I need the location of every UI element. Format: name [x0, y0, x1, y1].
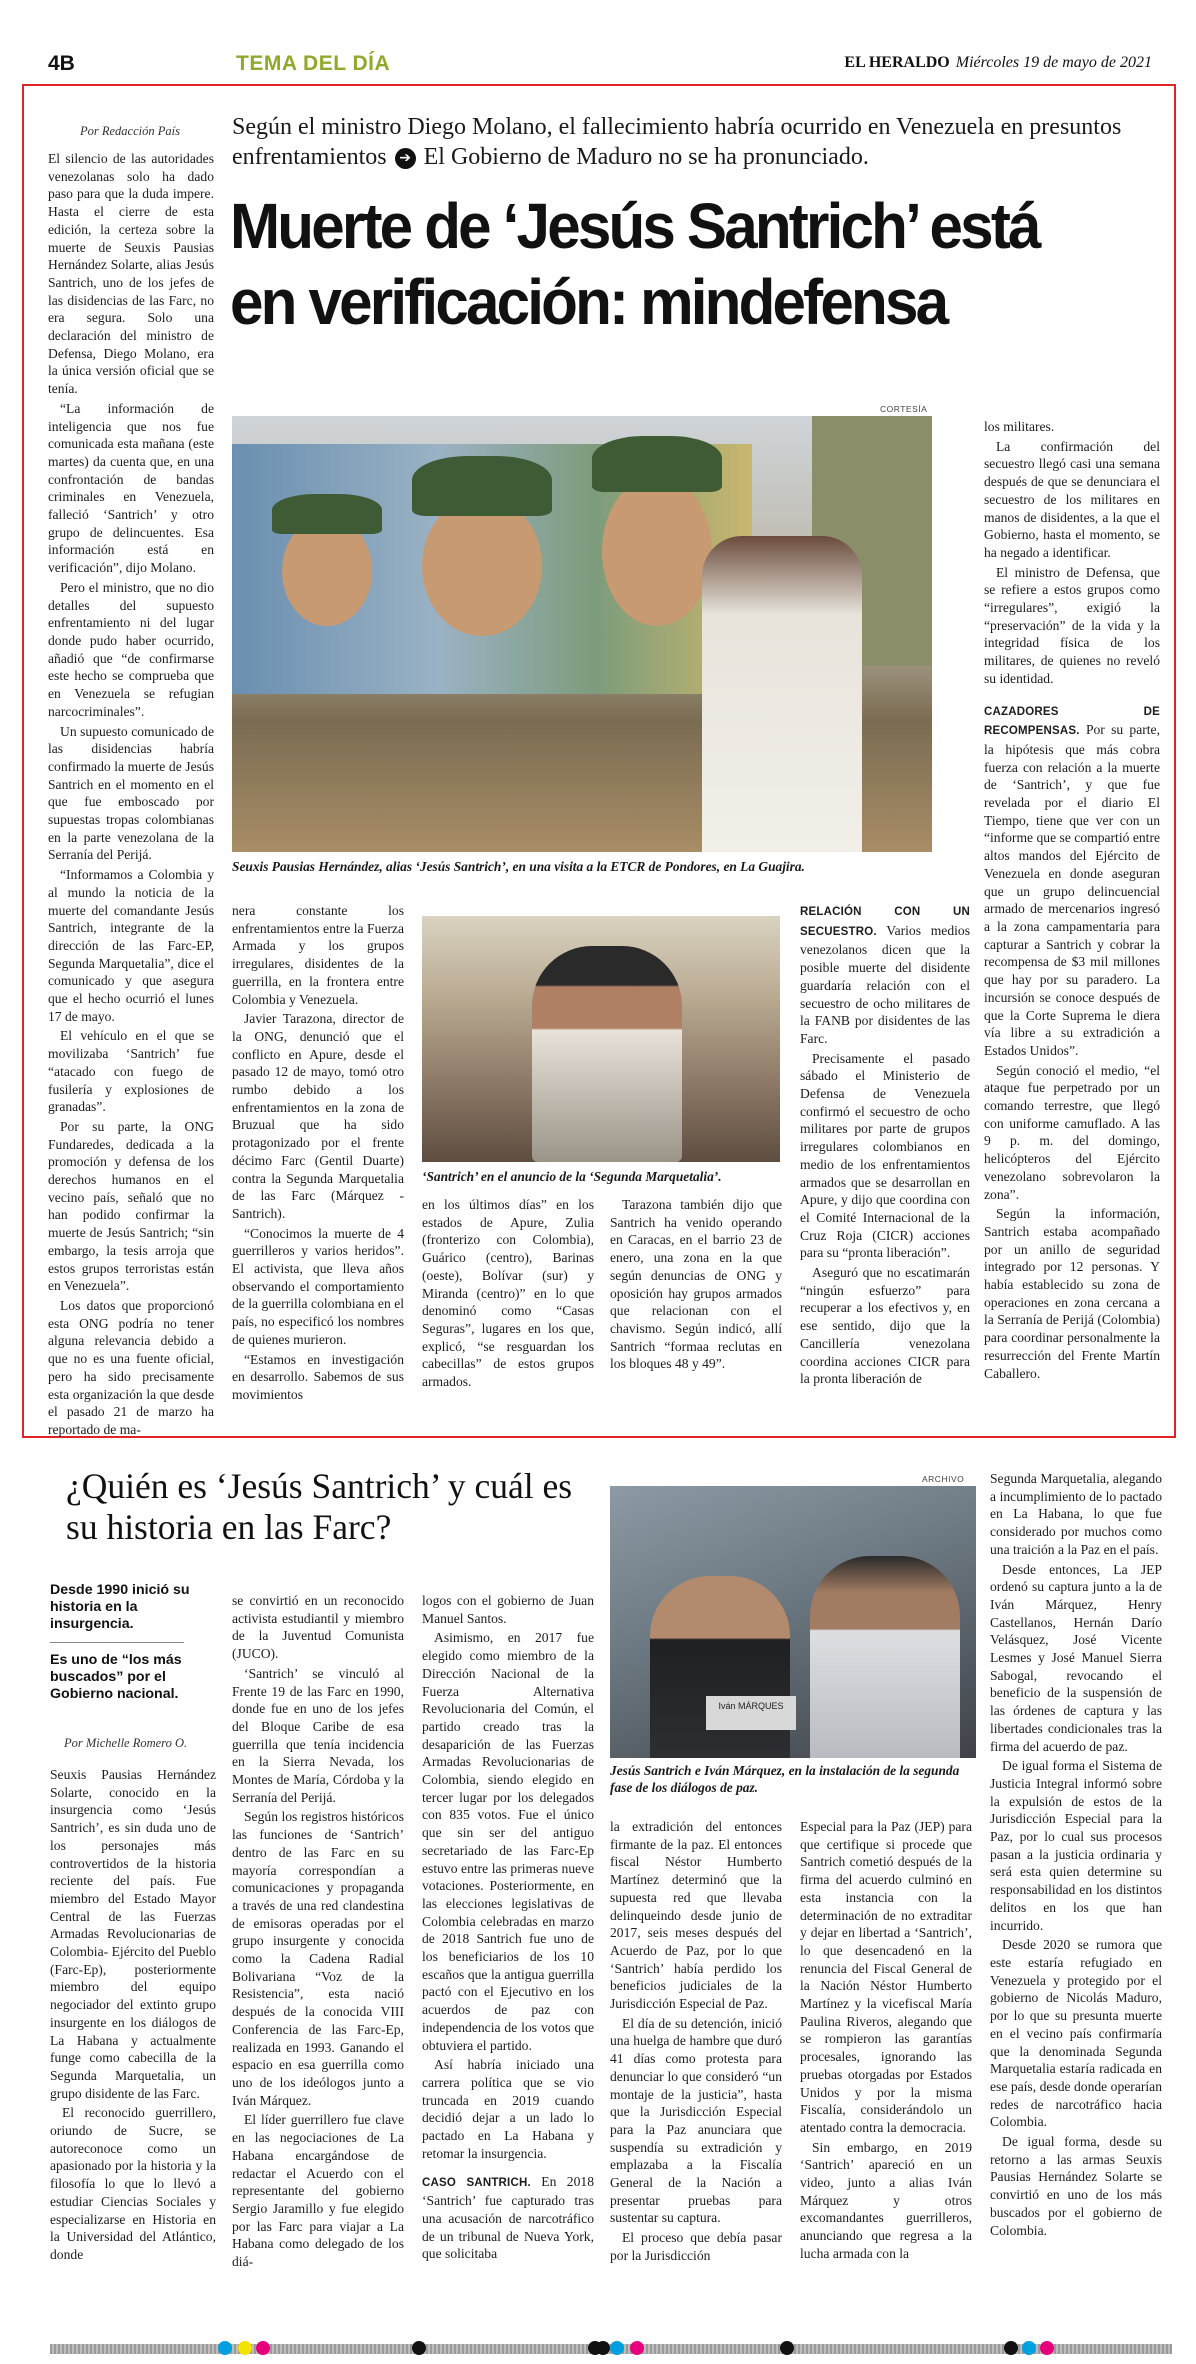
paragraph: El ministro de Defensa, que se refiere a estos grupos como “irregulares”, exigió la “preservación” de la vida y la integridad física de los militares, de quienes no reveló su identidad.: [984, 564, 1160, 686]
small-photo-caption: ‘Santrich’ en el anuncio de la ‘Segunda Marquetalia’.: [422, 1169, 722, 1184]
person-figure: [650, 1576, 790, 1758]
arrow-right-icon: ➔: [395, 148, 416, 169]
photo-credit: ARCHIVO: [922, 1474, 965, 1484]
paragraph: Especial para la Paz (JEP) para que certifique si procede que Santrich cometió después de la firma del acuerdo culminó en esta instancia con la determinación de no extraditar y dejar en libertad a ‘Santrich’, lo que desencadenó en la renuncia del Fiscal General de la Nación Néstor Humberto Martínez y la vicefiscal María Paulina Riveros, alegando que se rompieron las garantías procesales, ignorando las pruebas otorgadas por Estados Unidos y por la misma Fiscalía, considerándolo un atentado contra la democracia.: [800, 1819, 972, 2135]
registration-dot: [780, 2341, 794, 2355]
deck-part-2: El Gobierno de Maduro no se ha pronunciado.: [423, 144, 869, 170]
paragraph: los militares.: [984, 419, 1055, 434]
paragraph: ‘Santrich’ se vinculó al Frente 19 de las Farc en 1990, donde fue en uno de los jefes del Bloque Caribe de esa guerrilla que tenía incidencia en la Sierra Nevada, los Montes de María, Córdoba y la Serranía del Perijá.: [232, 1665, 404, 1805]
headline-line-2: en verificación: mindefensa: [230, 266, 947, 338]
paragraph: la extradición del entonces firmante de la paz. El entonces fiscal Néstor Humberto Martínez determinó que la supuesta red que llevaba delinqueindo desde junio de 2017, seis meses después del Acuerdo de Paz, por lo que ‘Santrich’ había perdido los beneficios judiciales de la Jurisdicción Especial de Paz.: [610, 1819, 782, 2012]
divider: [50, 1642, 184, 1643]
second-col-5: [800, 1818, 972, 2265]
person-figure: [702, 536, 862, 852]
second-col-3: [422, 1592, 594, 2265]
paragraph: Sin embargo, en 2019 ‘Santrich’ apareció en un video, junto a alias Iván Márquez y otros excomandantes guerrilleros, anunciando que regresa a la lucha armada con la: [800, 2139, 972, 2261]
registration-dot: [218, 2341, 232, 2355]
paragraph: Asimismo, en 2017 fue elegido como miembro de la Dirección Nacional de la Fuerza Alternativa Revolucionaria del Común, el partido creado tras la desaparición de las Fuerzas Armadas Revolucionarias de Colombia, siendo elegido en tercer lugar por los delegados con 835 votos. Fue el único que sin ser del antiguo secretariado de las Farc-Ep estuvo entre las primeras nueve votaciones. Posteriormente, en las elecciones legislativas de Colombia celebradas en marzo de 2018 Santrich fue uno de los beneficiarios de los 10 escaños que la antigua guerrilla pactó con el Ejecutivo en los acuerdos de paz con independencia de los votos que obtuviera el partido.: [422, 1630, 594, 2053]
person-figure: [810, 1556, 960, 1758]
paragraph: El proceso que debía pasar por la Jurisdicción: [610, 2230, 782, 2263]
mural-cap: [592, 436, 722, 492]
paragraph: La confirmación del secuestro llegó casi una semana después de que se denunciara el secuestro de los militares en manos de disidentes, a la que el Gobierno, hasta el momento, se ha negado a identificar.: [984, 438, 1160, 560]
paragraph: Por su parte, la ONG Fundaredes, dedicada a la promoción y defensa de los derechos humanos en el vecino país, señaló que no han podido confirmar la muerte de Jesús Santrich; “sin embargo, la tesis arroja que estos grupos terroristas están en Venezuela”.: [48, 1118, 214, 1294]
paragraph-text: Por su parte, la hipótesis que más cobra fuerza con relación a la muerte de ‘Santrich’, y que fue revelada por el diario El Tiempo, tiene que ver con un “informe que se compartió entre altos mandos del Ejército de Venezuela en donde aseguran que un grupo delincuencial armado de mercenarios ingresó a la zona campamentaria para capturar a Santrich y cobrar la recompensa de $3 mil millones que hay por su paradero. La incursión se conoce después de que la Corte Suprema le diera vía libre a su extradición a Estados Unidos”.: [984, 722, 1160, 1058]
headline-line-1: Muerte de ‘Jesús Santrich’ está: [230, 190, 1039, 262]
registration-dot: [412, 2341, 426, 2355]
name-placard: Iván MÁRQUES: [706, 1696, 796, 1730]
second-col-1: [50, 1766, 216, 2266]
paragraph-text: En 2018 ‘Santrich’ fue capturado tras una acusación de narcotráfico de un tribunal de Nueva York, que solicitaba: [422, 2173, 594, 2262]
registration-dot: [238, 2341, 252, 2355]
kicker-1: Desde 1990 inició su historia en la insurgencia.: [50, 1582, 190, 1632]
main-headline: [230, 188, 1104, 340]
paragraph: Desde entonces, La JEP ordenó su captura junto a la de Iván Márquez, Henry Castellanos, Hernán Darío Velásquez, José Vicente Lesmes y José Manuel Sierra Sabogal, revocando el beneficio de la suspensión de las órdenes de captura y las libertades condicionales tras la firma del acuerdo de paz.: [990, 1561, 1162, 1754]
paragraph: Así habría iniciado una carrera política que se vio truncada en 2019 cuando decidió dejar a un lado lo pactado en La Habana y retomar la insurgencia.: [422, 2057, 594, 2161]
main-byline: Por Redacción País: [80, 124, 180, 138]
paragraph: Desde 2020 se rumora que este estaría refugiado en Venezuela y protegido por el gobierno de Nicolás Maduro, por lo que su presunta muerte en el vecino país confirmaría que la denominada Segunda Marquetalia estaría radicada en ese país, desde donde operarían redes de narcotráfico hacia Colombia.: [990, 1937, 1162, 2130]
paragraph: [800, 902, 970, 1048]
small-photo: [422, 916, 780, 1162]
paragraph: El líder guerrillero fue clave en las negociaciones de La Habana encargándose de redactar el Acuerdo con el representante del gobierno Sergio Jaramillo y fue elegido por las Farc para viajar a La Habana como delegado de los diá-: [232, 2112, 404, 2270]
photo-credit: CORTESÍA: [880, 404, 928, 414]
paragraph: en los últimos días” en los estados de Apure, Zulia (fronterizo con Colombia), Guárico (centro), Barinas (oeste), Bolívar (sur) y Miranda (centro)” en lo que denominó como “Casas Seguras”, lugares en los que, explicó, “se resguardan los cabecillas” de estos grupos armados.: [422, 1197, 594, 1390]
registration-dot: [1022, 2341, 1036, 2355]
paragraph: “Estamos en investigación en desarrollo. Sabemos de sus movimientos: [232, 1351, 404, 1402]
paragraph: Según los registros históricos las funciones de ‘Santrich’ dentro de las Farc en su mayoría correspondían a comunicaciones y propaganda a través de una red clandestina de emisoras operadas por el grupo insurgente y conocida como la Cadena Radial Bolivariana “Voz de la Resistencia”, esta nació después de la conocida VIII Conferencia de las Farc-Ep, realizada en 1993. Ganando el espacio en esa guerrilla como uno de los ideólogos junto a Iván Márquez.: [232, 1809, 404, 2108]
paragraph: “Conocimos la muerte de 4 guerrilleros y varios heridos”. El activista, que lleva años observando el comportamiento de la guerrilla colombiana en el país, no especificó los nombres de quienes murieron.: [232, 1225, 404, 1347]
mural-face: [422, 496, 542, 636]
page-header: [40, 50, 1160, 82]
issue-date: Miércoles 19 de mayo de 2021: [955, 54, 1152, 71]
registration-dot: [1040, 2341, 1054, 2355]
main-photo-caption: Seuxis Pausias Hernández, alias ‘Jesús Santrich’, en una visita a la ETCR de Pondores, en La Guajira.: [232, 859, 805, 874]
paragraph: Los datos que proporcionó esta ONG podría no tener alguna relevancia debido a que no es una fuente oficial, pero ha sido precisamente esta organización la que desde el pasado 21 de marzo ha reportado de ma-: [48, 1298, 214, 1437]
main-col-2: [232, 902, 404, 1406]
page-number: 4B: [48, 52, 75, 75]
main-col-5: [800, 902, 970, 1390]
second-col-6: [990, 1470, 1162, 2241]
paragraph: Aseguró que no escatimarán “ningún esfuerzo” para recuperar a los efectivos y, en ese sentido, dijo que la Cancillería venezolana coordina acciones CICR para la pronta liberación de: [800, 1265, 970, 1387]
main-photo: [232, 416, 932, 852]
paragraph: Segunda Marquetalia, alegando a incumplimiento de lo pactado en La Habana, lo que fue considerado por muchos como una traición a la Paz en el país.: [990, 1471, 1162, 1557]
paragraph: [422, 2173, 594, 2264]
paragraph: El silencio de las autoridades venezolanas solo ha dado paso para que la duda impere. Hasta el cierre de esta edición, la certeza sobre la muerte de Seuxis Pausias Hernández Solarte, alias Jesús Santrich, uno de los jefes de las disidencias de las Farc, no era segura. Solo una declaración del ministro de Defensa, Diego Molano, era la única versión oficial que se tenía.: [48, 151, 214, 397]
mural-cap: [412, 456, 552, 516]
person-figure: [532, 946, 682, 1162]
second-col-2: [232, 1592, 404, 2273]
deck-part-1: Según el ministro Diego Molano, el fallecimiento habría ocurrido en Venezuela en presuntos enfrentamientos: [232, 114, 1122, 170]
registration-dot: [596, 2341, 610, 2355]
paragraph: El vehículo en el que se movilizaba ‘Santrich’ fue “atacado con fuego de fusilería y explosiones de granadas”.: [48, 1028, 214, 1115]
registration-dot: [610, 2341, 624, 2355]
paragraph: El día de su detención, inició una huelga de hambre que duró 41 días como protesta para denunciar lo que consideró “un montaje de la justicia”, hasta que la Jurisdicción Especial para la Paz anunciara que suspendía su extradición y emplazaba a la Fiscalía General de la Nación a presentar pruebas para sustentar su captura.: [610, 2015, 782, 2226]
paragraph: De igual forma el Sistema de Justicia Integral informó sobre la expulsión de estos de la Jurisdicción Especial para la Paz, por lo cual sus procesos pasan a la justicia ordinaria y será esta quien determine su responsabilidad en los distintos delitos en los que han incurrido.: [990, 1758, 1162, 1933]
kicker-2: Es uno de “los más buscados” por el Gobierno nacional.: [50, 1652, 182, 1702]
paragraph: Javier Tarazona, director de la ONG, denunció que el conflicto en Apure, desde el pasado 12 de mayo, tomó otro rumbo debido a los enfrentamientos en la zona de Bruzual que ha sido protagonizado por el frente décimo Farc (Gentil Duarte) contra la Segunda Marquetalia de las Farc (Márquez - Santrich).: [232, 1011, 404, 1221]
paragraph-text: Varios medios venezolanos dicen que la posible muerte del disidente guardaría relación con el secuestro de ocho militares de la FANB por disidentes de las Farc.: [800, 922, 971, 1046]
paragraph: [984, 702, 1160, 1060]
main-col-4: [610, 1196, 782, 1375]
second-byline: Por Michelle Romero O.: [64, 1736, 188, 1750]
publication-date: [844, 54, 1152, 72]
paragraph: se convirtió en un reconocido activista estudiantil y miembro de la Juventud Comunista (JUCO).: [232, 1593, 404, 1662]
mural-cap: [272, 494, 382, 534]
main-col-1: [48, 150, 214, 1441]
paragraph: nera constante los enfrentamientos entre la Fuerza Armada y los grupos irregulares, disidentes de la guerrilla, en la frontera entre Colombia y Venezuela.: [232, 903, 404, 1007]
paragraph: Según conoció el medio, “el ataque fue perpetrado por un comando terrestre, que llegó con uniforme camuflado. A las 9 p. m. del domingo, helicópteros del Ejército venezolano sobrevolaron la zona”.: [984, 1062, 1160, 1202]
subhead-caso: CASO SANTRICH.: [422, 2176, 531, 2189]
second-headline: ¿Quién es ‘Jesús Santrich’ y cuál es su historia en las Farc?: [66, 1466, 573, 1547]
paragraph: Un supuesto comunicado de las disidencias habría confirmado la muerte de Jesús Santrich en el momento en el que fue emboscado por supuestas tropas colombianas en la parte venezolana de la Serranía del Perijá.: [48, 723, 214, 863]
paragraph: “La información de inteligencia que nos fue comunicada esta mañana (este martes) da cuenta que, en una confrontación de bandas criminales en Venezuela, falleció ‘Santrich’ y otro grupo de delincuentes. Esa información está en verificación”, dijo Molano.: [48, 400, 214, 576]
subhead-secuestro: RELACIÓN CON UN SECUESTRO.: [800, 906, 970, 938]
section-title: TEMA DEL DÍA: [236, 52, 391, 75]
main-col-3: [422, 1196, 594, 1393]
paragraph: Seuxis Pausias Hernández Solarte, conocido en la insurgencia como ‘Jesús Santrich’, es sin duda uno de los personajes más controvertidos de la historia reciente del país. Fue miembro del Estado Mayor Central de las Fuerzas Armadas Revolucionarias de Colombia- Ejército del Pueblo (Farc-Ep), posteriormente miembro del equipo negociador del extinto grupo insurgente en los diálogos de La Habana y actualmente funge como cabecilla de la Segunda Marquetalia, un grupo disidente de las Farc.: [50, 1767, 216, 2101]
registration-dot: [1004, 2341, 1018, 2355]
main-deck: [232, 112, 1148, 172]
registration-dot: [256, 2341, 270, 2355]
second-photo: [610, 1486, 976, 1758]
registration-dot: [630, 2341, 644, 2355]
mural-face: [602, 476, 712, 626]
paragraph: Según la información, Santrich estaba acompañado por un anillo de seguridad integrado por 12 personas. Y había establecido su zona de operaciones en zona cercana a la Serranía de Perijá (Colombia) para coordinar personalmente la resurrección del Frente Martín Caballero.: [984, 1206, 1160, 1381]
publication-name: EL HERALDO: [844, 54, 950, 71]
paragraph: El reconocido guerrillero, oriundo de Sucre, se autoreconoce como un apasionado por la historia y la filosofía lo que lo llevó a estudiar Ciencias Sociales y especializarse en Historia en la Universidad del Atlántico, donde: [50, 2105, 216, 2262]
second-photo-caption: Jesús Santrich e Iván Márquez, en la instalación de la segunda fase de los diálogos de paz.: [610, 1763, 960, 1795]
main-col-6: [984, 418, 1160, 1384]
paragraph: Pero el ministro, que no dio detalles del supuesto enfrentamiento ni del lugar donde pudo haber ocurrido, añadió que “de confirmarse este hecho se comprueba que en Venezuela se refugian narcocriminales”.: [48, 579, 214, 719]
second-col-4: [610, 1818, 782, 2267]
paragraph: “Informamos a Colombia y al mundo la noticia de la muerte del comandante Jesús Santrich, integrante de la dirección de las Farc-EP, Segunda Marquetalia”, dice el comunicado y que asegura que el hecho ocurrió el lunes 17 de mayo.: [48, 867, 214, 1024]
paragraph: Precisamente el pasado sábado el Ministerio de Defensa de Venezuela confirmó el secuestro de ocho militares por parte de grupos irregulares colombianos en medio de los enfrentamientos armados que se desarrollan en Apure, y dijo que coordina con el Comité Internacional de la Cruz Roja (CICR) acciones para su “pronta liberación”.: [800, 1050, 970, 1261]
paragraph: De igual forma, desde su retorno a las armas Seuxis Pausias Hernández Solarte se convirtió en uno de los más buscados por el gobierno de Colombia.: [990, 2134, 1162, 2238]
subhead-cazadores: CAZADORES DE RECOMPENSAS.: [984, 705, 1160, 738]
paragraph: Tarazona también dijo que Santrich ha venido operando en Caracas, en el barrio 23 de enero, una zona en la que según denuncias de ONG y oposición hay grupos armados que relacionan con el chavismo. Según indicó, allí Santrich “formaa reclutas en los bloques 48 y 49”.: [610, 1197, 782, 1372]
paragraph: logos con el gobierno de Juan Manuel Santos.: [422, 1593, 594, 1626]
